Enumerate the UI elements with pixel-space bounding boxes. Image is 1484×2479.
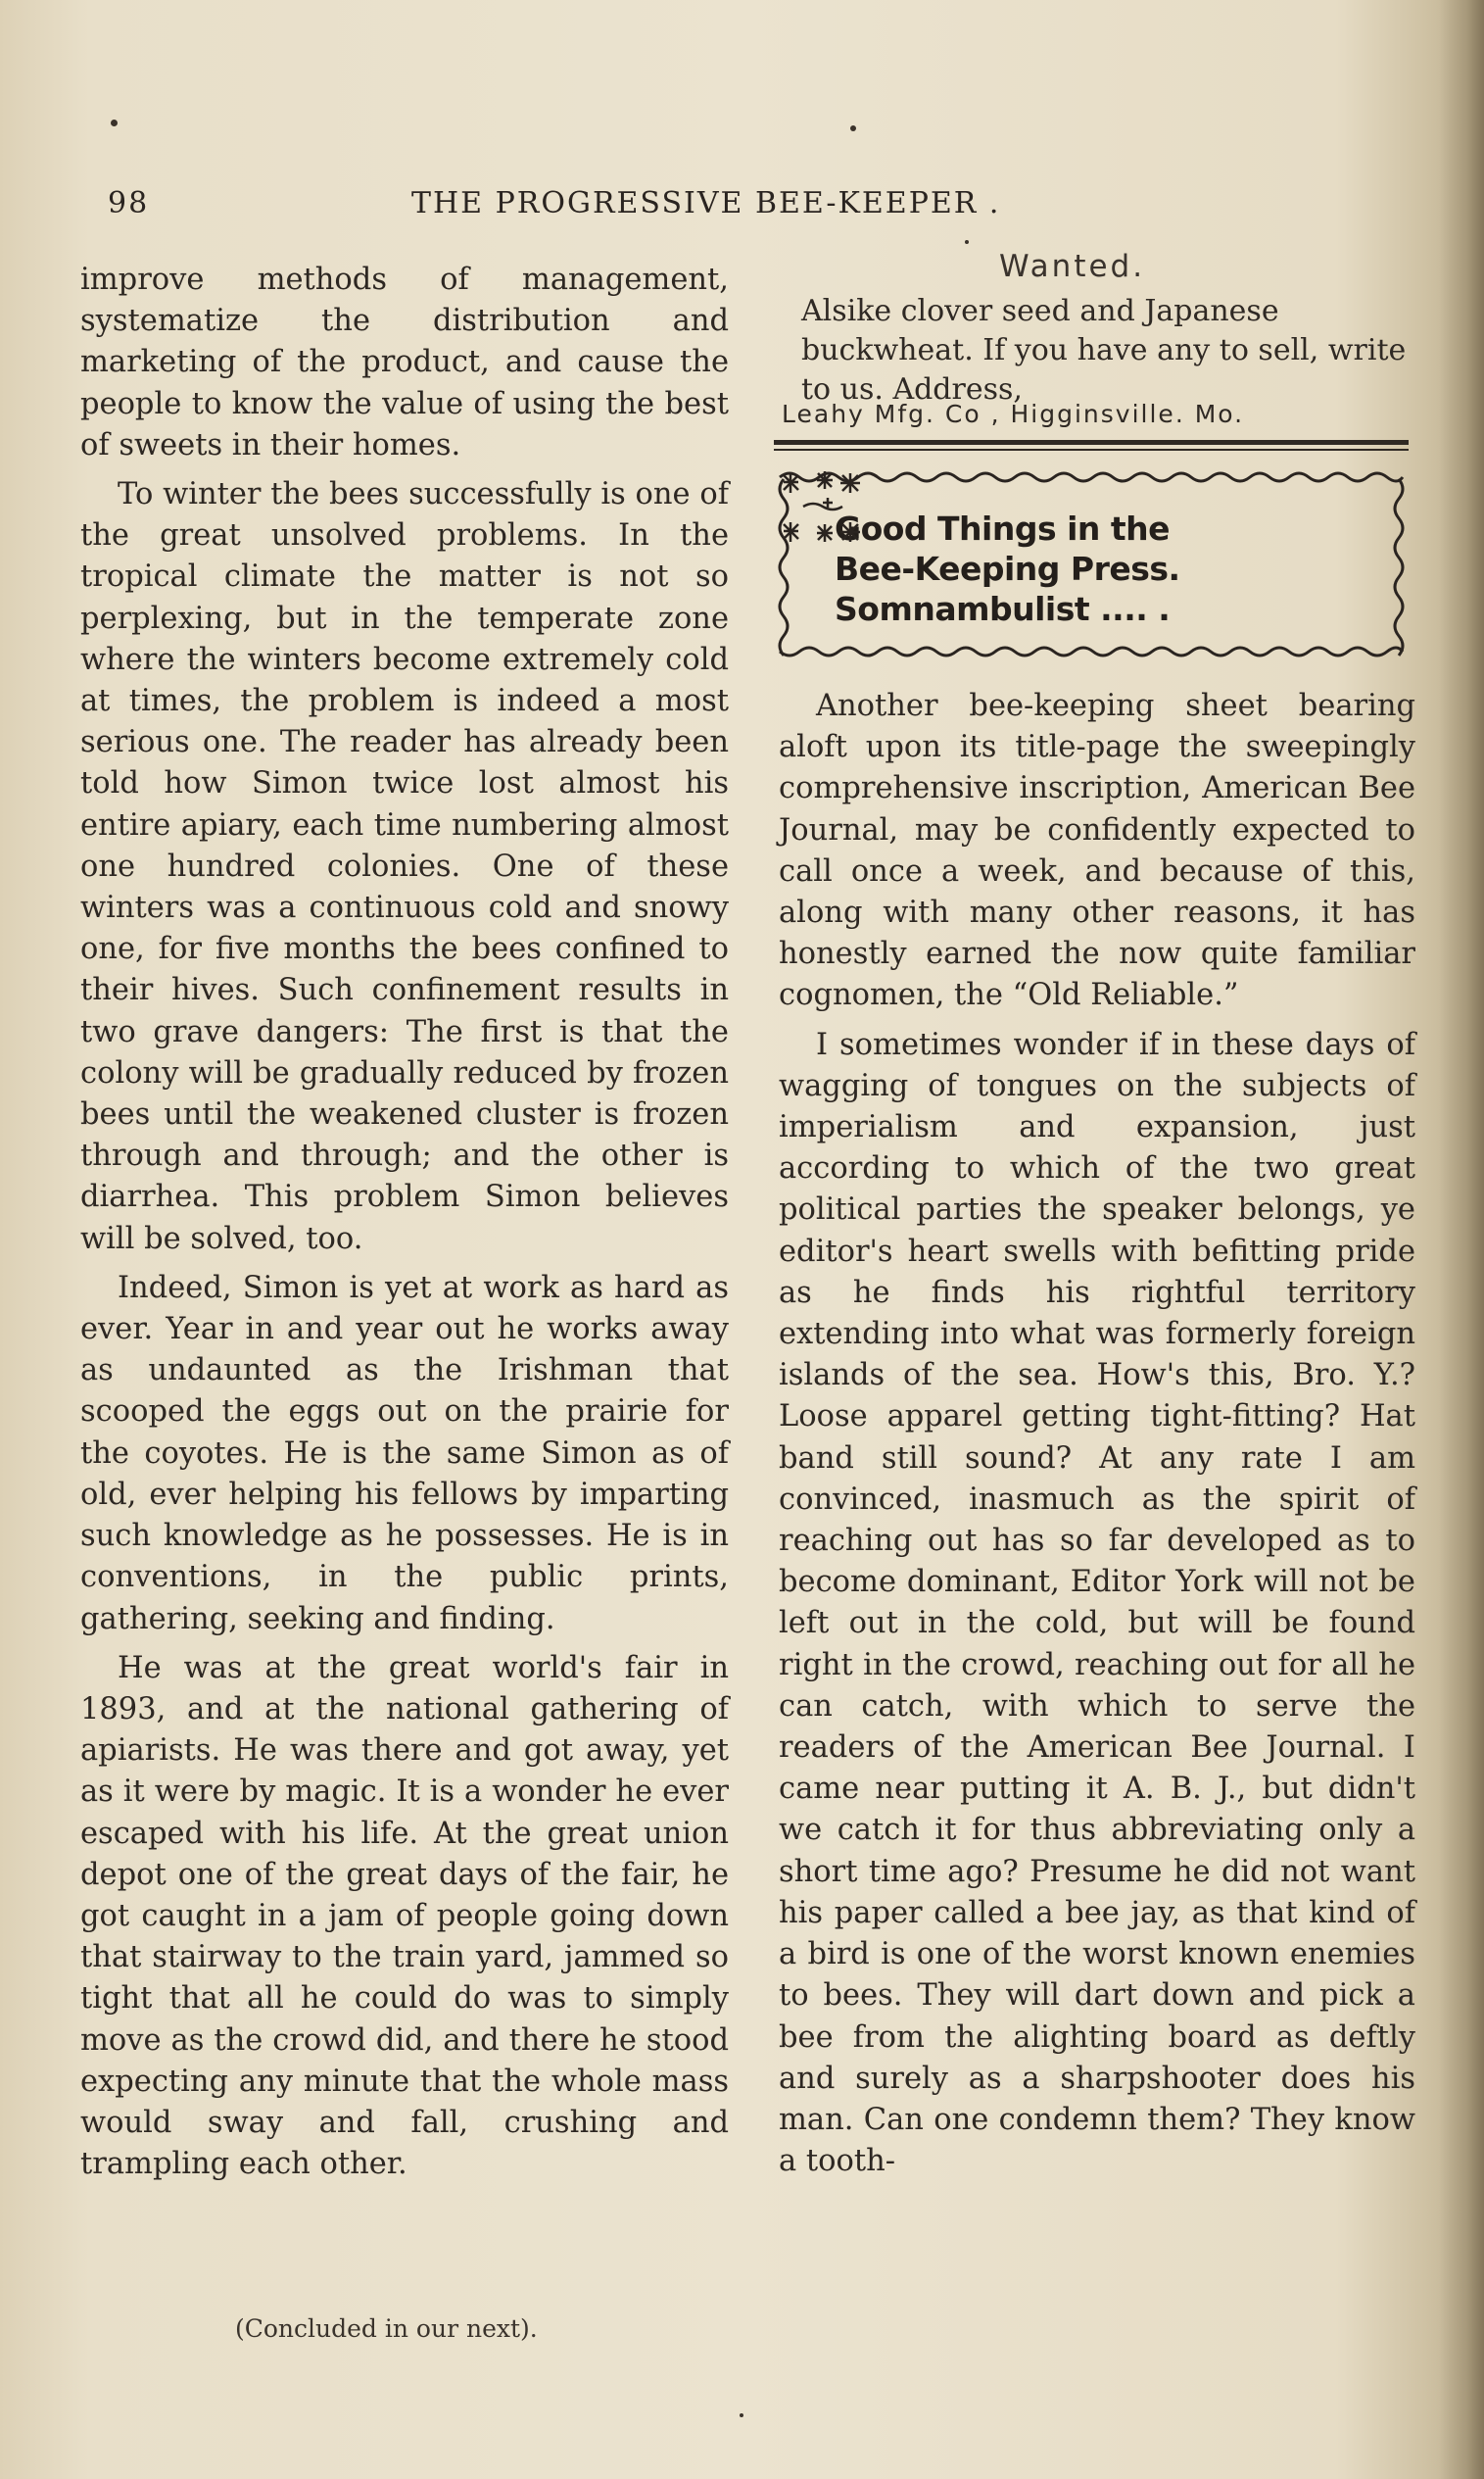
divider-thin <box>774 449 1409 451</box>
right-column <box>779 686 1415 2190</box>
wanted-body <box>770 292 1407 410</box>
running-head: THE PROGRESSIVE BEE-KEEPER . <box>411 186 1001 220</box>
wanted-heading: Wanted. <box>999 249 1146 284</box>
print-speck <box>740 2413 743 2417</box>
article-paragraph: improve methods of management, systematize the distribution and marketing of the product, and cause the people to know the value of using the best of sweets in their homes. <box>80 263 729 462</box>
section-title <box>835 509 1180 629</box>
left-column <box>80 260 729 2193</box>
concluded-note: (Concluded in our next). <box>235 2314 538 2343</box>
article-paragraph: He was at the great world's fair in 1893, and at the national gathering of apiarists. He was there and got away, yet as it were by magic. It is a wonder he ever escaped with his life. At the great union depot one of the great days of the fair, he got caught in a jam of people going down that stairway to the train yard, jammed so tight that all he could do was to simply move as the crowd did, and there he stood expecting any minute that the whole mass would sway and fall, crushing and trampling each other. <box>80 1650 729 2182</box>
wanted-body-text: Alsike clover seed and Japanese buckwheat. If you have any to sell, write to us. Address, <box>801 294 1407 407</box>
divider-thick <box>774 440 1409 445</box>
wanted-address: Leahy Mfg. Co , Higginsville. Mo. <box>782 400 1245 428</box>
page-number: 98 <box>108 186 150 220</box>
ornamental-flourish-icon <box>774 465 882 563</box>
print-speck <box>111 120 118 126</box>
article-paragraph: To winter the bees successfully is one of the great unsolved problems. In the tropical climate the matter is not so perplexing, but in the temperate zone where the winters become extremely cold at times, the problem is indeed a most serious one. The reader has already been told how Simon twice lost almost his entire apiary, each time numbering almost one hundred colonies. One of these winters was a continuous cold and snowy one, for five months the bees confined to their hives. Such confinement results in two grave dangers: The first is that the colony will be gradually reduced by frozen bees until the weakened cluster is frozen through and through; and the other is diarrhea. This problem Simon believes will be solved, too. <box>80 477 729 1256</box>
section-title-line: Good Things in the <box>835 510 1171 548</box>
article-paragraph: Another bee-keeping sheet bearing aloft upon its title-page the sweepingly comprehensive inscription, American Bee Journal, may be confidently expected to call once a week, and because of this, along with many other reasons, it has honestly earned the now quite familiar cognomen, the “Old Reliable.” <box>779 689 1415 1013</box>
section-title-line: Bee-Keeping Press. <box>835 550 1180 588</box>
article-paragraph: I sometimes wonder if in these days of wagging of tongues on the subjects of imperialism and expansion, just according to which of the two great political parties the speaker belongs, ye editor's heart swells with befitting pride as he finds his rightful territory extending into what was formerly foreign islands of the sea. How's this, Bro. Y.? Loose apparel getting tight-fitting? Hat band still sound? At any rate I am convinced, inasmuch as the spirit of reaching out has so far developed as to become dominant, Editor York will not be left out in the cold, but will be found right in the crowd, reaching out for all he can catch, with which to serve the readers of the American Bee Journal. I came near putting it A. B. J., but didn't we catch it for thus abbreviating only a short time ago? Presume he did not want his paper called a bee jay, as that kind of a bird is one of the worst known enemies to bees. They will dart down and pick a bee from the alighting board as deftly and surely as a sharpshooter does his man. Can one condemn them? They know a tooth- <box>779 1027 1415 2179</box>
section-title-line: Somnambulist .... . <box>835 590 1171 628</box>
page-header <box>108 186 1117 235</box>
print-speck <box>965 240 969 244</box>
article-paragraph: Indeed, Simon is yet at work as hard as ever. Year in and year out he works away as undaunted as the Irishman that scooped the eggs out on the prairie for the coyotes. He is the same Simon as of old, ever helping his fellows by imparting such knowledge as he possesses. He is in conventions, in the public prints, gathering, seeking and finding. <box>80 1270 729 1636</box>
section-title-box <box>774 465 1409 661</box>
page-spine-shadow <box>1439 0 1484 2479</box>
print-speck <box>850 125 856 131</box>
